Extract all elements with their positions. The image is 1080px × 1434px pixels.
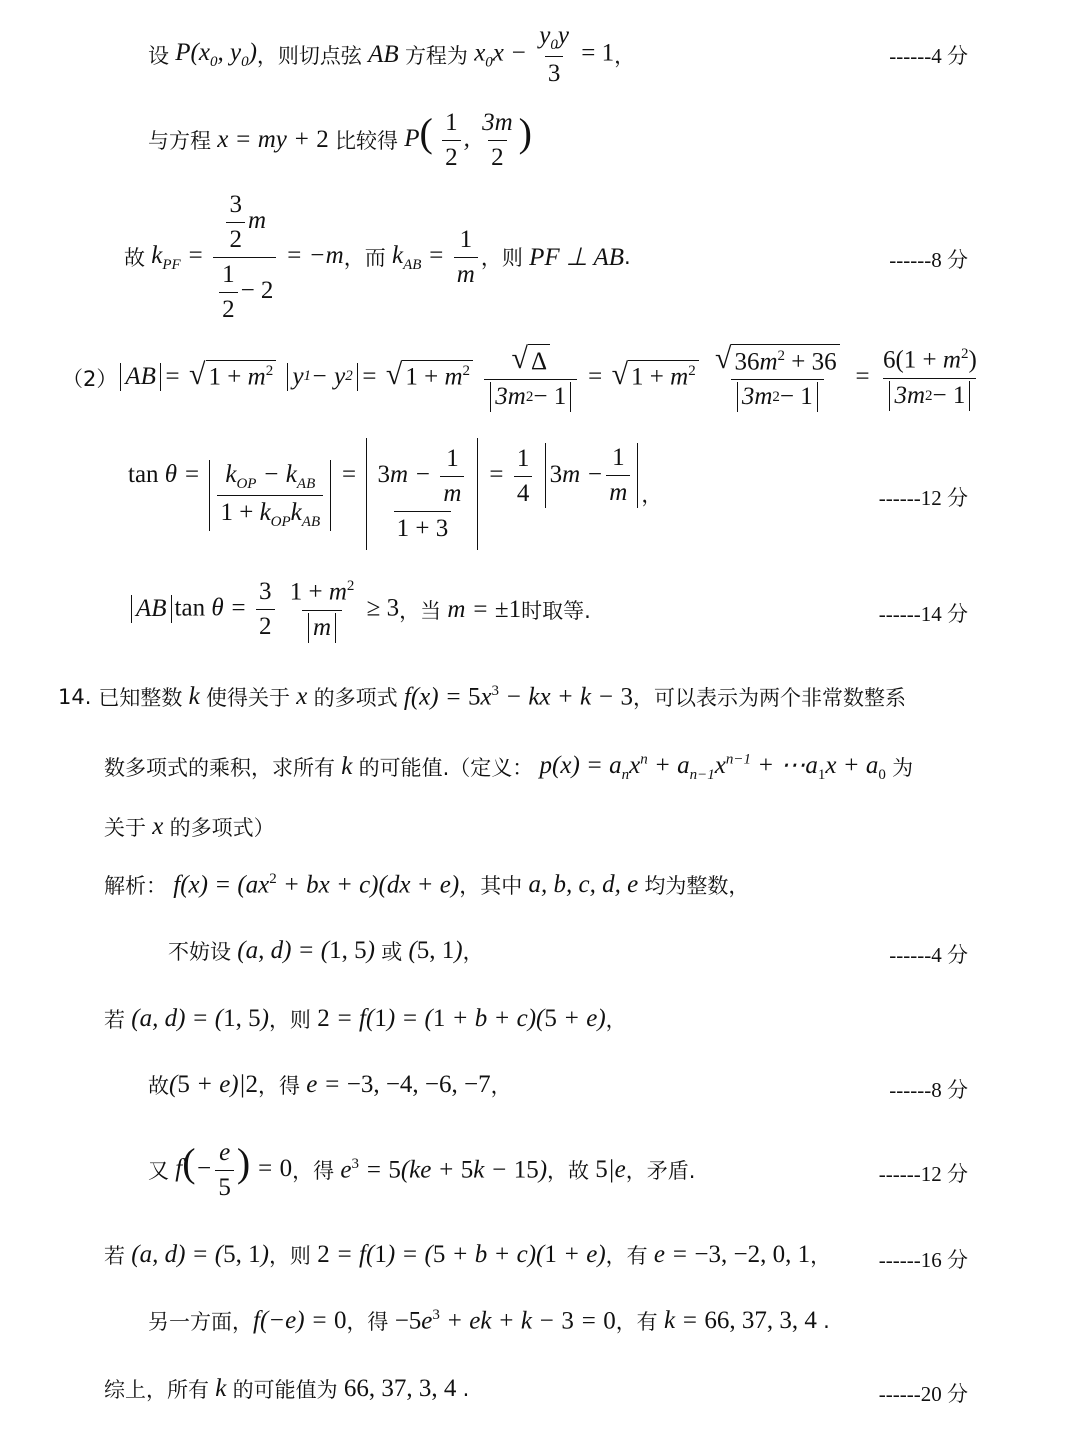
conclusion xyxy=(104,1366,469,1412)
score-14: ------14 分 xyxy=(878,602,968,626)
math: AB = √ $1 + m^2$ y 1 − y 2 = √ $1 + m^2$ √ Δ 3m 2 − 1 = √ $1 + m^2$ √ $36m^2 + 36$ 3m 2 − 1 = $6(1 + m^2)$ 3m 2 − 1 xyxy=(117,344,982,412)
compare-line xyxy=(148,110,532,170)
text: 方程为 xyxy=(404,44,468,68)
text: 的多项式 xyxy=(313,686,398,710)
text: ，可以表示为两个非常数整系 xyxy=(632,686,906,710)
score-16: ------16 分 xyxy=(878,1248,968,1272)
math: k xyxy=(182,683,207,710)
math: P( $\frac{1}{2}$ , $\frac{3m}{2}$ ) xyxy=(398,108,532,171)
text: ， xyxy=(810,1244,832,1268)
step-case1 xyxy=(104,996,627,1042)
math: f(−e) = 0 xyxy=(253,1307,347,1334)
math: k = 66, 37, 3, 4 xyxy=(657,1307,817,1334)
score-4: ------4 分 xyxy=(889,943,968,967)
math: x xyxy=(146,813,170,840)
math: x = my + 2 xyxy=(211,126,329,153)
math: (a, d) = (1, 5) xyxy=(125,1005,269,1032)
math: $e^3 = 5(ke + 5k - 15)$ xyxy=(334,1155,548,1184)
math: k xyxy=(335,753,359,780)
math: 2 = f(1) = (1 + b + c)(5 + e) xyxy=(317,1005,606,1032)
text: 均为整数， xyxy=(644,874,750,898)
text: . xyxy=(462,1377,470,1401)
text: 或 xyxy=(381,940,403,964)
score-8: ------8 分 xyxy=(889,248,968,272)
text: ，得 xyxy=(258,1074,300,1098)
math: AB tan θ = $\frac{3}{2}$ $\frac{1 + m^2}{m}$ ≥ 3 xyxy=(128,577,399,642)
math: a, b, c, d, e xyxy=(522,871,645,898)
text: ，则 xyxy=(268,1244,311,1268)
text: ，当 xyxy=(399,599,442,623)
score-12: ------12 分 xyxy=(878,1162,968,1186)
step-contradiction xyxy=(148,1132,695,1208)
score-4: ------4 分 xyxy=(889,44,968,68)
text: 解析： xyxy=(104,874,167,898)
math: (5 + e)|2 xyxy=(169,1071,258,1098)
text: ，有 xyxy=(615,1310,658,1334)
text: ，则 xyxy=(480,246,523,270)
math: e = −3, −2, 0, 1 xyxy=(647,1241,811,1268)
text: 时取等. xyxy=(521,599,591,623)
text: 的可能值.（定义： xyxy=(358,756,534,780)
math: PF ⊥ AB xyxy=(522,244,625,271)
q14-statement-3 xyxy=(104,804,275,850)
score-12: ------12 分 xyxy=(878,486,968,510)
text: 另一方面， xyxy=(148,1310,253,1334)
chord-equation-line xyxy=(148,22,636,87)
text: 故 xyxy=(124,246,145,270)
slope-line xyxy=(124,190,631,323)
math: e = −3, −4, −6, −7 xyxy=(300,1071,491,1098)
math: m = ±1 xyxy=(441,596,522,623)
text: ， xyxy=(462,940,484,964)
tan-theta-line xyxy=(128,432,662,556)
math: x xyxy=(290,683,314,710)
step-divides xyxy=(148,1062,512,1108)
text: 关于 xyxy=(104,816,146,840)
math: (5, 1) xyxy=(402,937,463,964)
text: 与方程 xyxy=(148,129,211,153)
part-label: （2） xyxy=(62,367,118,391)
math: 5|e xyxy=(595,1156,626,1183)
math: tan θ = $\frac{k_{OP} - k_{AB}}{1 + k_{OP}k_{AB}}$ = 3m − $\frac{1}{m}$ 1 + 3 = $\frac{1}{4}$ 3 m − $\frac{1}{m}$ xyxy=(128,438,641,550)
math: k xyxy=(209,1375,233,1402)
math: 66, 37, 3, 4 xyxy=(343,1375,457,1402)
product-line xyxy=(128,572,591,648)
text: ，而 xyxy=(343,246,386,270)
text: 综上，所有 xyxy=(104,1378,209,1402)
text: 使得关于 xyxy=(206,686,291,710)
score-20: ------20 分 xyxy=(878,1382,968,1406)
step-other-side xyxy=(148,1298,830,1344)
text: ， xyxy=(490,1074,512,1098)
text: ，有 xyxy=(605,1244,648,1268)
math: f(− $\frac{e}{5}$ ) = 0 xyxy=(169,1138,293,1201)
text: 若 xyxy=(104,1244,125,1268)
text: 故 xyxy=(148,1074,169,1098)
text: 不妨设 xyxy=(168,940,231,964)
text: 已知整数 xyxy=(98,686,183,710)
math: (a, d) = (5, 1) xyxy=(125,1241,269,1268)
math: (a, d) = (1, 5) xyxy=(231,937,382,964)
text: 比较得 xyxy=(335,129,398,153)
text: 的可能值为 xyxy=(232,1378,338,1402)
text: 为 xyxy=(892,756,914,780)
text: ，其中 xyxy=(459,874,523,898)
math: $P(x_0$, $y_0$) xyxy=(169,39,257,70)
text: ，则 xyxy=(268,1008,311,1032)
text: ， xyxy=(614,44,636,68)
text: ， xyxy=(641,483,663,507)
score-8: ------8 分 xyxy=(889,1078,968,1102)
text: ， xyxy=(605,1008,627,1032)
math: $x_0x$ − $\frac{y_0y}{3}$ = 1 xyxy=(467,22,615,87)
text: 若 xyxy=(104,1008,125,1032)
text: ，则切点弦 xyxy=(256,44,362,68)
math: $k_{PF}$ = $\frac{3}{2}$ m $\frac{1}{2}$ − 2 = −m xyxy=(145,190,344,323)
text: 又 xyxy=(148,1159,169,1183)
solution-intro xyxy=(104,862,749,908)
text: 数多项式的乘积，求所有 xyxy=(104,756,335,780)
text: . xyxy=(624,245,631,269)
math: AB xyxy=(361,41,405,68)
text: ，得 xyxy=(292,1159,335,1183)
q14-statement-1 xyxy=(58,672,906,722)
ab-length-line xyxy=(62,334,983,422)
math: $k_{AB}$ = $\frac{1}{m}$ xyxy=(386,225,481,290)
math: $p(x) = a_nx^n + a_{n-1}x^{n-1}$ + $\cdots a_1x + a_0$ xyxy=(533,751,886,783)
text: ，得 xyxy=(346,1310,389,1334)
question-number: 14. xyxy=(58,685,92,709)
step-assume xyxy=(168,928,484,974)
text: 的多项式） xyxy=(169,816,275,840)
math: $f(x) = (ax^2$ + bx + c)(dx + e) xyxy=(167,870,460,899)
text: ，矛盾. xyxy=(625,1159,696,1183)
text: 设 xyxy=(148,44,169,68)
math: 2 = f(1) = (5 + b + c)(1 + e) xyxy=(317,1241,606,1268)
math: $f(x) = 5x^3$ − kx + k − 3 xyxy=(397,682,633,711)
math: $-5e^3$ + ek + k − 3 = 0 xyxy=(394,1306,616,1335)
text: ，故 xyxy=(547,1159,590,1183)
step-case2 xyxy=(104,1232,831,1278)
q14-statement-2 xyxy=(104,742,913,792)
text: . xyxy=(823,1309,830,1333)
